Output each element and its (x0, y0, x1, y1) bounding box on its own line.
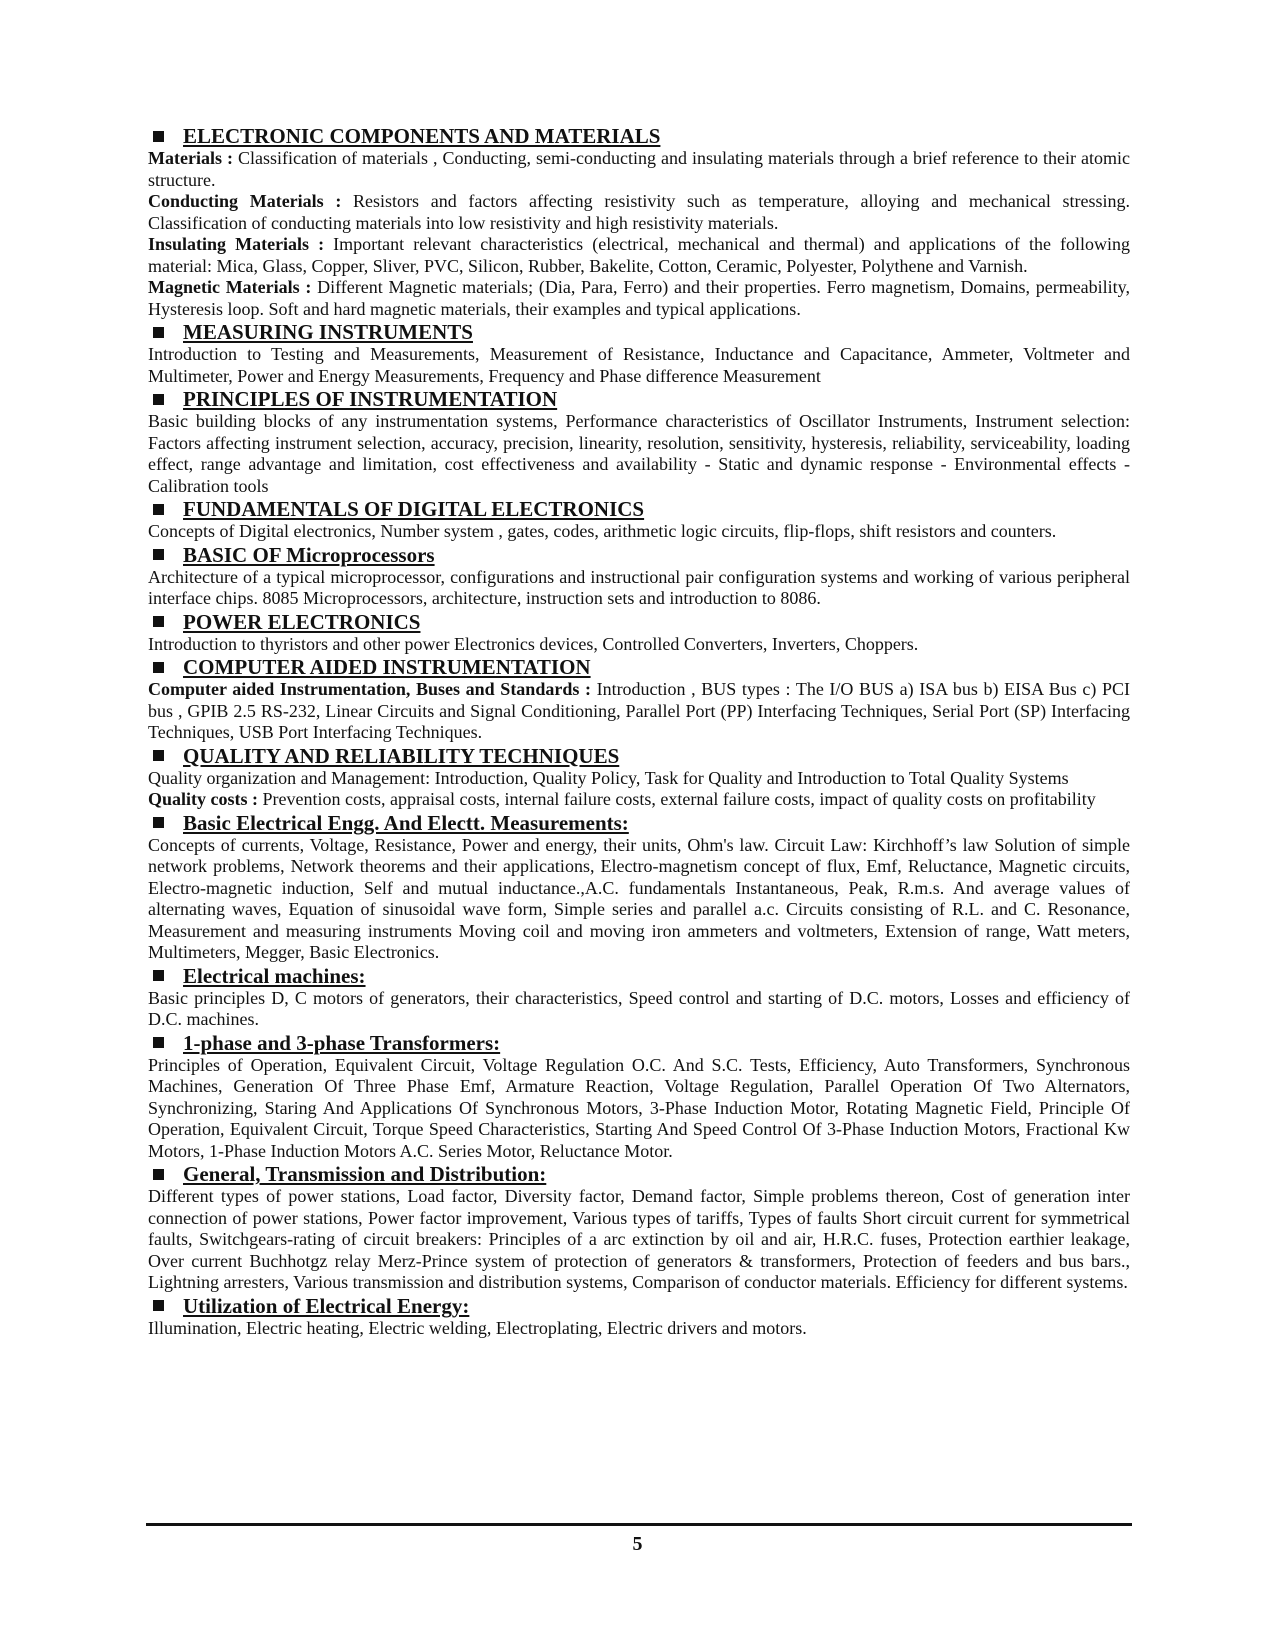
section-title: BASIC OF Microprocessors (183, 542, 435, 567)
paragraph-text: Architecture of a typical microprocessor, configurations and instructional pair configuration systems and working of various peripheral interface chips. 8085 Microprocessors, architecture, instruction sets and introduction to 8086. (148, 566, 1130, 608)
paragraph-text: Different types of power stations, Load factor, Diversity factor, Demand factor, Simple problems thereon, Cost of generation inter connection of power stations, Power factor improvement, Various types of tariffs, Types of faults Short circuit current for symmetrical faults, Switchgears-rating of circuit breakers: Principles of a arc extinction by oil and air, H.R.C. fuses, Protection earthier leakage, Over current Buchhotgz relay Merz-Prince system of protection of generators & transformers, Protection of feeders and bus bars., Lightning arresters, Various transmission and distribution systems, Comparison of conductor materials. Efficiency for different systems. (148, 1186, 1130, 1292)
square-bullet-icon (153, 1037, 164, 1048)
section-title: MEASURING INSTRUMENTS (183, 320, 473, 344)
section-heading (148, 610, 1130, 634)
section-title: General, Transmission and Distribution: (183, 1162, 547, 1186)
section-paragraph (148, 277, 1130, 320)
section-paragraph (148, 567, 1130, 610)
paragraph-text: Introduction to Testing and Measurements, Measurement of Resistance, Inductance and Capacitance, Ammeter, Voltmeter and Multimeter, Power and Energy Measurements, Frequency and Phase difference Measurement (148, 344, 1130, 386)
square-bullet-icon (153, 817, 164, 828)
section-paragraph (148, 1055, 1130, 1163)
section-paragraph (148, 1186, 1130, 1294)
section-title: ELECTRONIC COMPONENTS AND MATERIALS (183, 124, 661, 148)
section-heading (148, 387, 1130, 411)
paragraph-text: Introduction , BUS types : The I/O BUS a) ISA bus b) EISA Bus c) PCI bus , GPIB 2.5 RS-232, Linear Circuits and Signal Conditioning, Parallel Port (PP) Interfacing Techniques, Serial Port (SP) Interfacing Techniques, USB Port Interfacing Techniques. (148, 679, 1130, 742)
section-heading (148, 655, 1130, 679)
section-paragraph (148, 768, 1130, 790)
square-bullet-icon (153, 750, 164, 761)
section-paragraph (148, 835, 1130, 964)
paragraph-text: Principles of Operation, Equivalent Circuit, Voltage Regulation O.C. And S.C. Tests, Efficiency, Auto Transformers, Synchronous Machines, Generation Of Three Phase Emf, Armature Reaction, Voltage Regulation, Parallel Operation Of Two Alternators, Synchronizing, Staring And Applications Of Synchronous Motors, 3-Phase Induction Motor, Rotating Magnetic Field, Principle Of Operation, Equivalent Circuit, Torque Speed Characteristics, Starting And Speed Control Of 3-Phase Induction Motors, Fractional Kw Motors, 1-Phase Induction Motors A.C. Series Motor, Reluctance Motor. (148, 1054, 1130, 1161)
section-title: Electrical machines: (183, 963, 366, 988)
section-paragraph (148, 344, 1130, 387)
section-paragraph (148, 679, 1130, 744)
section-paragraph (148, 521, 1130, 543)
paragraph-text: Concepts of Digital electronics, Number system , gates, codes, arithmetic logic circuits, flip-flops, shift resistors and counters. (148, 521, 1057, 541)
paragraph-text: Basic building blocks of any instrumentation systems, Performance characteristics of Oscillator Instruments, Instrument selection: Factors affecting instrument selection, accuracy, precision, linearity, resolution, sensitivity, hysteresis, reliability, serviceability, loading effect, range advantage and limitation, cost effectiveness and availability - Static and dynamic response - Environmental effects - Calibration tools (148, 411, 1130, 496)
paragraph-text: Classification of materials , Conducting, semi-conducting and insulating materials through a brief reference to their atomic structure. (148, 148, 1130, 190)
section-title: 1-phase and 3-phase Transformers: (183, 1030, 501, 1055)
footer-divider (146, 1523, 1132, 1526)
paragraph-lead-label: Magnetic Materials : (148, 277, 312, 297)
paragraph-text: Basic principles D, C motors of generators, their characteristics, Speed control and starting of D.C. motors, Losses and efficiency of D.C. machines. (148, 987, 1130, 1029)
paragraph-text: Prevention costs, appraisal costs, internal failure costs, external failure costs, impact of quality costs on profitability (258, 789, 1096, 809)
square-bullet-icon (153, 1300, 164, 1311)
section-heading (148, 1162, 1130, 1186)
section-title: QUALITY AND RELIABILITY TECHNIQUES (183, 743, 620, 768)
section-heading (148, 1031, 1130, 1055)
section-heading (148, 811, 1130, 835)
section-paragraph (148, 148, 1130, 191)
square-bullet-icon (153, 327, 164, 338)
syllabus-page-content (148, 124, 1130, 1339)
section-paragraph (148, 191, 1130, 234)
section-heading (148, 744, 1130, 768)
paragraph-text: Concepts of currents, Voltage, Resistance, Power and energy, their units, Ohm's law. Circuit Law: Kirchhoff’s law Solution of simple network problems, Network theorems and their applications, Electro-magnetism concept of flux, Emf, Reluctance, Magnetic circuits, Electro-magnetic induction, Self and mutual inductance.,A.C. fundamentals Instantaneous, Peak, R.m.s. And average values of alternating waves, Equation of sinusoidal wave form, Simple series and parallel a.c. Circuits consisting of R.L. and C. Resonance, Measurement and measuring instruments Moving coil and moving iron ammeters and voltmeters, Extension of range, Watt meters, Multimeters, Megger, Basic Electronics. (148, 834, 1130, 962)
paragraph-lead-label: Materials : (148, 148, 233, 168)
page-number: 5 (632, 1533, 643, 1555)
paragraph-text: Resistors and factors affecting resistivity such as temperature, alloying and mechanical stressing. Classification of conducting materials into low resistivity and high resistivity materials. (148, 191, 1130, 233)
paragraph-text: Illumination, Electric heating, Electric welding, Electroplating, Electric drivers and motors. (148, 1317, 807, 1338)
square-bullet-icon (153, 970, 164, 981)
section-title: PRINCIPLES OF INSTRUMENTATION (183, 387, 558, 411)
square-bullet-icon (153, 616, 164, 627)
square-bullet-icon (153, 394, 164, 405)
section-paragraph (148, 634, 1130, 656)
paragraph-lead-label: Computer aided Instrumentation, Buses and Standards : (148, 679, 591, 699)
section-title: Utilization of Electrical Energy: (183, 1293, 470, 1318)
square-bullet-icon (153, 131, 164, 142)
section-paragraph (148, 789, 1130, 811)
section-heading (148, 1294, 1130, 1318)
paragraph-lead-label: Conducting Materials : (148, 191, 342, 211)
paragraph-text: Quality organization and Management: Introduction, Quality Policy, Task for Quality and Introduction to Total Quality Systems (148, 767, 1069, 788)
square-bullet-icon (153, 504, 164, 515)
square-bullet-icon (153, 1169, 164, 1180)
section-paragraph (148, 988, 1130, 1031)
square-bullet-icon (153, 662, 164, 673)
paragraph-text: Different Magnetic materials; (Dia, Para, Ferro) and their properties. Ferro magnetism, Domains, permeability, Hysteresis loop. Soft and hard magnetic materials, their examples and typical applications. (148, 277, 1131, 319)
section-heading (148, 320, 1130, 344)
section-paragraph (148, 1318, 1130, 1340)
section-title: Basic Electrical Engg. And Electt. Measurements: (183, 810, 629, 835)
paragraph-text: Important relevant characteristics (electrical, mechanical and thermal) and applications of the following material: Mica, Glass, Copper, Sliver, PVC, Silicon, Rubber, Bakelite, Cotton, Ceramic, Polyester, Polythene and Varnish. (148, 234, 1130, 276)
section-heading (148, 964, 1130, 988)
square-bullet-icon (153, 549, 164, 560)
section-paragraph (148, 411, 1130, 497)
section-title: FUNDAMENTALS OF DIGITAL ELECTRONICS (183, 497, 645, 521)
section-heading (148, 543, 1130, 567)
paragraph-lead-label: Insulating Materials : (148, 234, 325, 254)
section-paragraph (148, 234, 1130, 277)
paragraph-text: Introduction to thyristors and other power Electronics devices, Controlled Converters, Inverters, Choppers. (148, 633, 919, 654)
section-title: COMPUTER AIDED INSTRUMENTATION (183, 655, 591, 679)
paragraph-lead-label: Quality costs : (148, 789, 258, 809)
section-title: POWER ELECTRONICS (183, 609, 421, 634)
section-heading (148, 124, 1130, 148)
section-heading (148, 497, 1130, 521)
